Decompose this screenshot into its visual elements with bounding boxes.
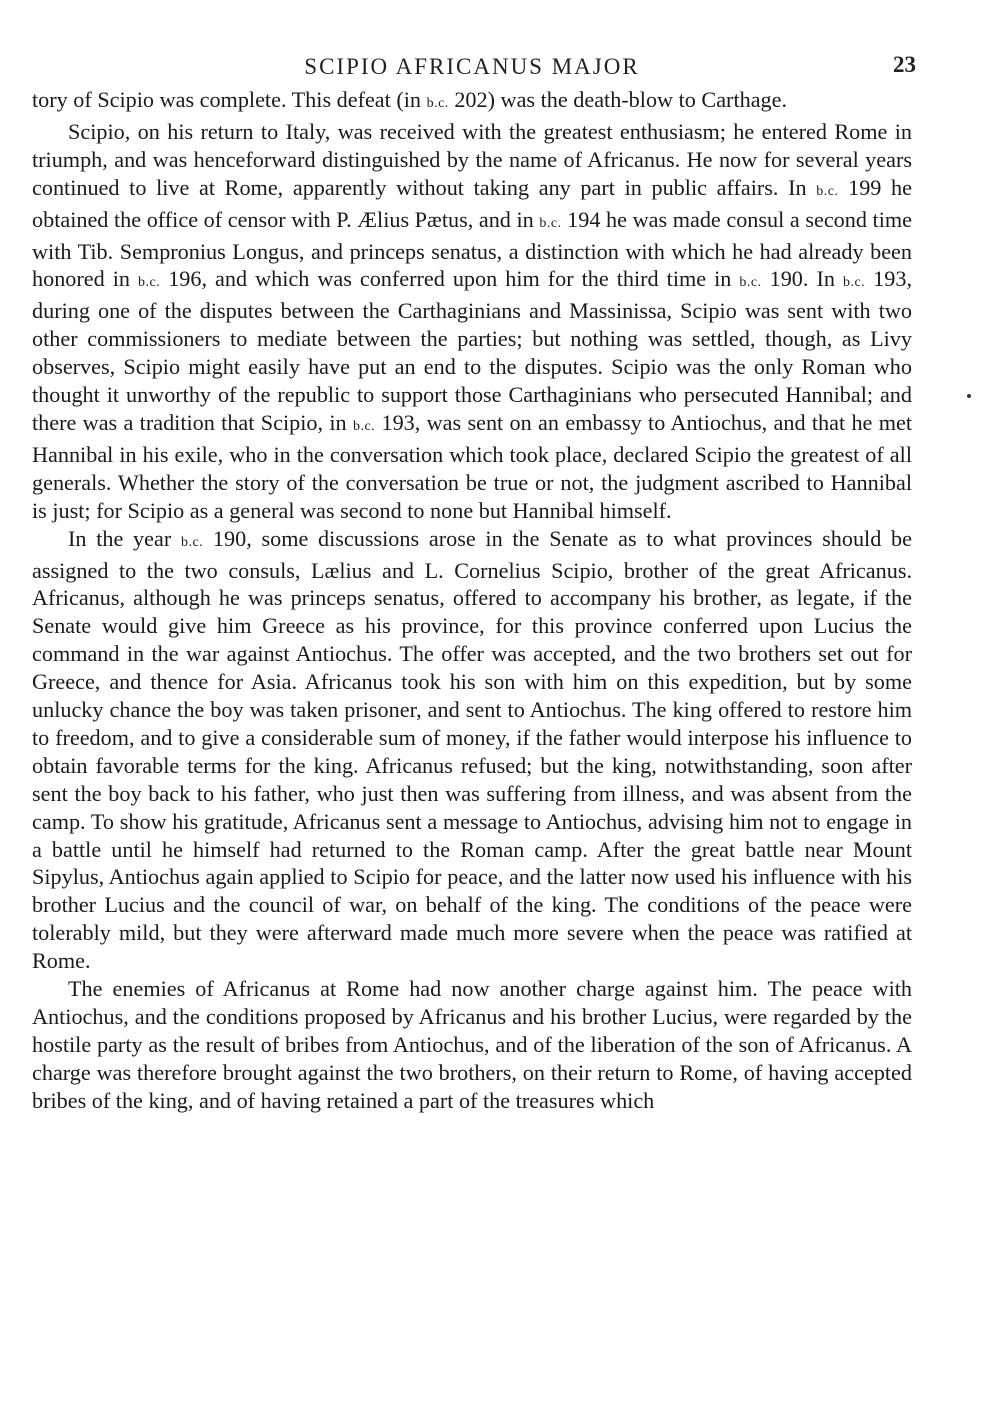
paragraph-text: In the year [68,525,181,551]
era-abbreviation: b.c. [137,275,161,291]
era-abbreviation: b.c. [539,215,562,231]
paragraph-text: The enemies of Africanus at Rome had now another charge against him. The peace with Antiochus, and the conditions proposed by Africanus and his brother Lucius, were regarded by the hostile party as the result of bribes from Antiochus, and of the liberation of the son of Africanus. A charge was therefore brought against the two brothers, on their return to Rome, of having accepted bribes of the king, and of having retained a part of the treasures which [32,976,912,1113]
era-abbreviation: b.c. [180,534,204,550]
era-abbreviation: b.c. [816,183,839,199]
paragraph-text: 193, during one of the disputes between the Carthaginians and Massinissa, Scipio was sent with two other commissioners to mediate between the parties; but nothing was settled, though, as Livy observes, Scipio might easily have put an end to the disputes. Scipio was the only Roman who thought it unworthy of the republic to support those Carthaginians who persecuted Hannibal; and there was a tradition that Scipio, in [32,266,912,435]
stray-ink-mark [967,394,971,398]
paragraph-text: 196, and which was conferred upon him for the third time in [160,266,740,292]
running-title: SCIPIO AFRICANUS MAJOR [304,54,640,79]
paragraph-text: 199 he obtained the office of censor with P. Ælius Pætus, and in [32,174,912,232]
era-abbreviation: b.c. [426,96,449,111]
paragraph-text: Scipio, on his return to Italy, was received with the greatest enthusiasm; he entered Rome in triumph, and was henceforward distinguished by the name of Africanus. He now for several years continued to live at Rome, apparently without taking any part in public affairs. In [32,118,912,200]
paragraph-text: tory of Scipio was complete. This defeat (in [32,87,427,112]
era-abbreviation: b.c. [352,418,376,434]
running-head [32,50,916,86]
paragraph-text: 194 he was made consul a second time with Tib. Sempronius Longus, and princeps senatus, a distinction with which he had already been honored in [32,206,912,292]
era-abbreviation: b.c. [842,275,866,291]
body-text [32,86,912,1115]
paragraph [32,975,912,1115]
paragraph-text: 190, some discussions arose in the Senate as to what provinces should be assigned to the two consuls, Lælius and L. Cornelius Scipio, brother of the great Africanus. Africanus, although he was princeps senatus, offered to accompany his brother, as legate, if the Senate would give him Greece as his province, for this province conferred upon Lucius the command in the war against Antiochus. The offer was accepted, and the two brothers set out for Greece, and thence for Asia. Africanus took his son with him on this expedition, but by some unlucky chance the boy was taken prisoner, and sent to Antiochus. The king offered to restore him to freedom, and to give a considerable sum of money, if the father would interpose his influence to obtain favorable terms for the king. Africanus refused; but the king, notwithstanding, soon after sent the boy back to his father, who just then was suffering from illness, and was absent from the camp. To show his gratitude, Africanus sent a message to Antiochus, advising him not to engage in a battle until he himself had returned to the Roman camp. After the great battle near Mount Sipylus, Antiochus again applied to Scipio for peace, and the latter now used his influence with his brother Lucius and the council of war, on behalf of the king. The conditions of the peace were tolerably mild, but they were afterward made much more severe when the peace was ratified at Rome. [32,525,912,974]
paragraph-text: 202) was the death-blow to Carthage. [448,87,788,112]
paragraph-text: 193, was sent on an embassy to Antiochus, and that he met Hannibal in his exile, who in the conversation which took place, declared Scipio the greatest of all generals. Whether the story of the conversation be true or not, the judgment ascribed to Hannibal is just; for Scipio as a general was second to none but Hannibal himself. [32,409,912,523]
paragraph [32,525,912,976]
book-page [32,50,916,1115]
paragraph [32,86,912,118]
paragraph [32,118,912,525]
era-abbreviation: b.c. [739,275,762,291]
paragraph-text: 190. In [761,266,843,292]
page-number: 23 [893,52,916,77]
